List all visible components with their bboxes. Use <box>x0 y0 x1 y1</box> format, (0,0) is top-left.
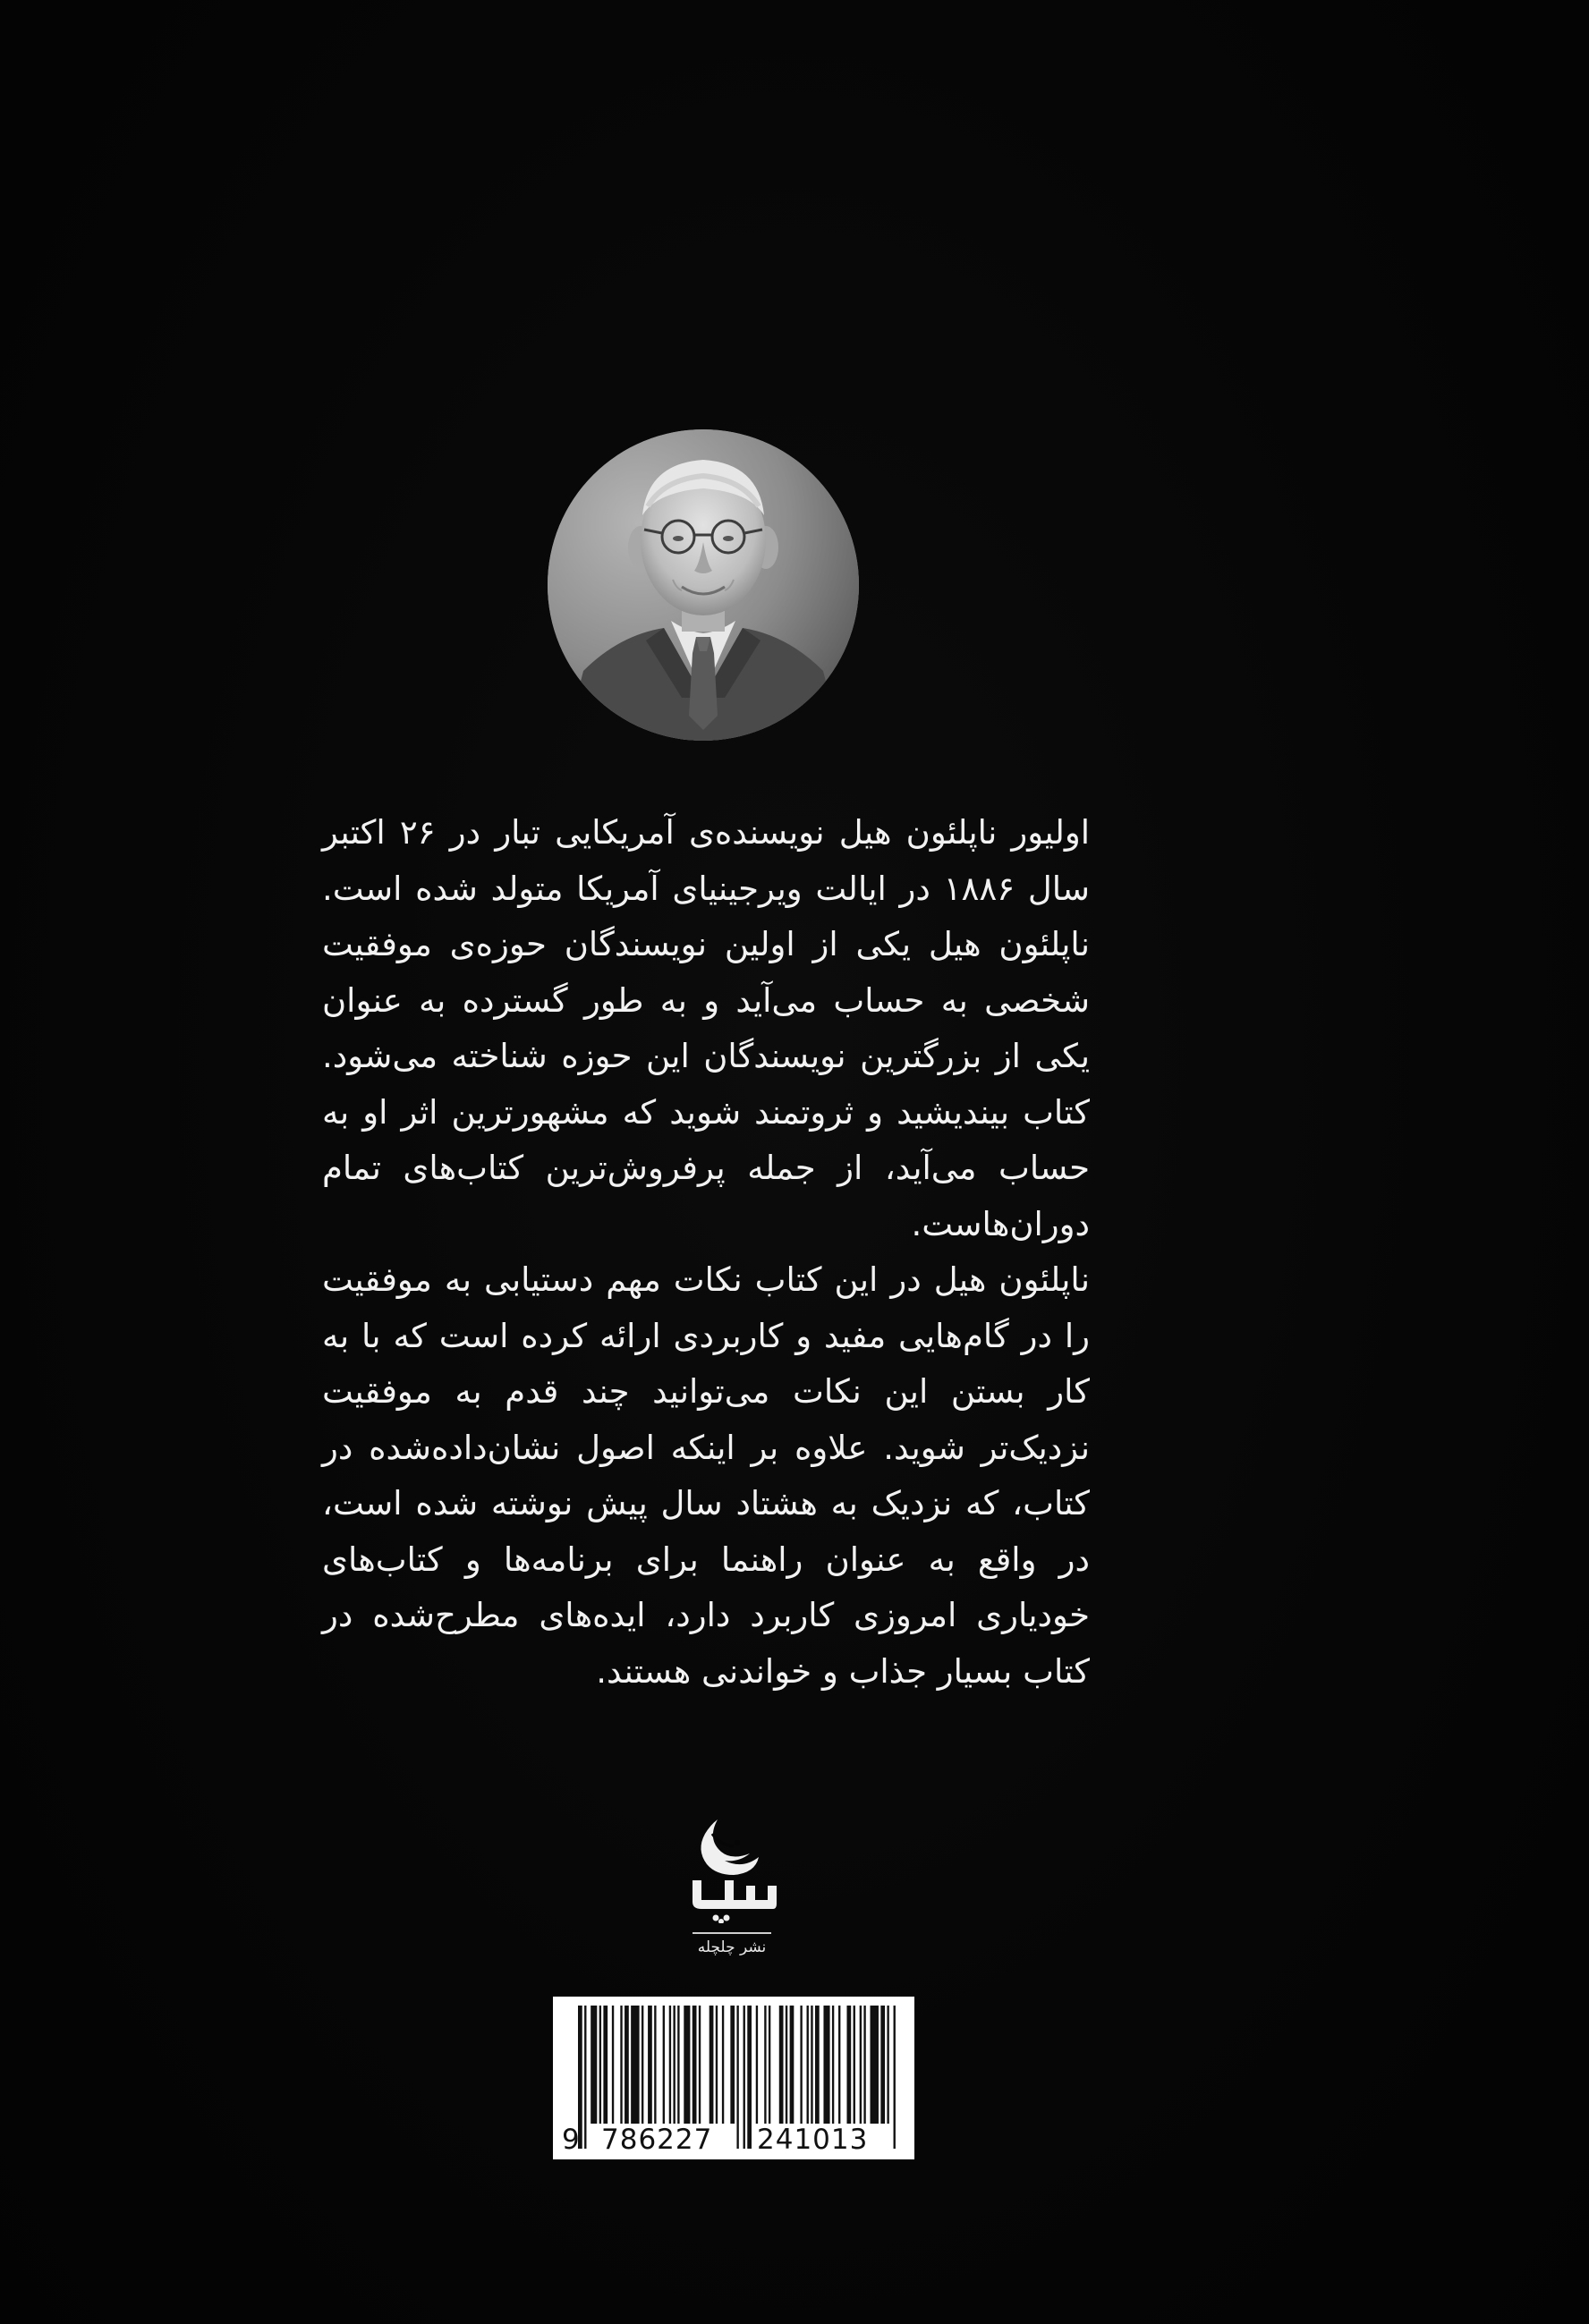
author-portrait <box>548 429 859 741</box>
barcode-bar <box>693 2006 697 2124</box>
isbn-barcode <box>553 1997 914 2159</box>
barcode-bar <box>832 2006 834 2124</box>
isbn-number <box>553 2124 914 2156</box>
barcode-bar <box>860 2006 862 2124</box>
barcode-bar <box>863 2006 865 2124</box>
isbn-group-1: 786227 <box>596 2124 718 2156</box>
publisher-mark <box>680 1816 784 1959</box>
barcode-bar <box>677 2006 679 2124</box>
author-bio <box>322 805 1090 1700</box>
barcode-bar <box>807 2006 809 2124</box>
barcode-bar <box>790 2006 794 2124</box>
barcode-bar <box>710 2006 714 2124</box>
barcode-bar <box>663 2006 665 2124</box>
barcode-bar <box>838 2006 840 2124</box>
publisher-divider <box>693 1932 771 1934</box>
isbn-lead-digit: 9 <box>562 2124 580 2156</box>
barcode-bar <box>716 2006 718 2124</box>
barcode-bar <box>625 2006 629 2124</box>
barcode-bar <box>631 2006 639 2124</box>
barcode-bar <box>880 2006 885 2124</box>
barcode-bar <box>769 2006 770 2124</box>
barcode-bar <box>699 2006 701 2124</box>
barcode-bar <box>779 2006 784 2124</box>
barcode-bar <box>846 2006 851 2124</box>
barcode-bar <box>871 2006 879 2124</box>
bio-paragraph: اولیور ناپلئون هیل نویسنده‌ی آمریکایی تبار در ۲۶ اکتبر سال ۱۸۸۶ در ایالت ویرجینیای آمریکا متولد شده است. ناپلئون هیل یکی از اولین نویسندگان حوزه‌ی موفقیت شخصی به حساب می‌آید و به طور گسترده به عنوان یکی از بزرگترین نویسندگان این حوزه شناخته می‌شود. کتاب بیندیشید و ثروتمند شوید که مشهورترین اثر او به حساب می‌آید، از جمله پرفروش‌ترین کتاب‌های تمام دوران‌هاست. <box>322 813 1091 1243</box>
barcode-bar <box>669 2006 671 2124</box>
barcode-bar <box>684 2006 690 2124</box>
barcode-bar <box>764 2006 766 2124</box>
barcode-bar <box>673 2006 675 2124</box>
barcode-bar <box>620 2006 622 2124</box>
barcode-bar <box>648 2006 652 2124</box>
barcode-bar <box>756 2006 758 2124</box>
barcode-bar <box>603 2006 608 2124</box>
barcode-bar <box>599 2006 601 2124</box>
author-photo-illustration <box>548 429 859 741</box>
barcode-bar <box>730 2006 735 2124</box>
bio-paragraph: ناپلئون هیل در این کتاب نکات مهم دستیابی به موفقیت را در گام‌هایی مفید و کاربردی ارائه کرده است که با به کار بستن این نکات می‌توانید چند قدم به موفقیت نزدیک‌تر شوید. علاوه بر اینکه اصول نشان‌داده‌شده در کتاب، که نزدیک به هشتاد سال پیش نوشته شده است، در واقع به عنوان راهنما برای برنامه‌ها و کتاب‌های خودیاری امروزی کاربرد دارد، ایده‌های مطرح‌شده در کتاب بسیار جذاب و خواندنی هستند. <box>322 1260 1090 1691</box>
barcode-bar <box>722 2006 724 2124</box>
isbn-group-2: 241013 <box>752 2124 873 2156</box>
barcode-bar <box>642 2006 643 2124</box>
barcode-bar <box>786 2006 787 2124</box>
barcode-bar <box>887 2006 888 2124</box>
publisher-name: نشر چلچله <box>697 1938 767 1956</box>
barcode-bar <box>811 2006 812 2124</box>
barcode-bar <box>815 2006 820 2124</box>
barcode-bar <box>823 2006 829 2124</box>
barcode-bar <box>654 2006 656 2124</box>
barcode-bar <box>612 2006 614 2124</box>
barcode-bar <box>591 2006 597 2124</box>
barcode-bar <box>800 2006 802 2124</box>
swallow-logo-icon <box>680 1816 784 1923</box>
barcode-bar <box>854 2006 855 2124</box>
